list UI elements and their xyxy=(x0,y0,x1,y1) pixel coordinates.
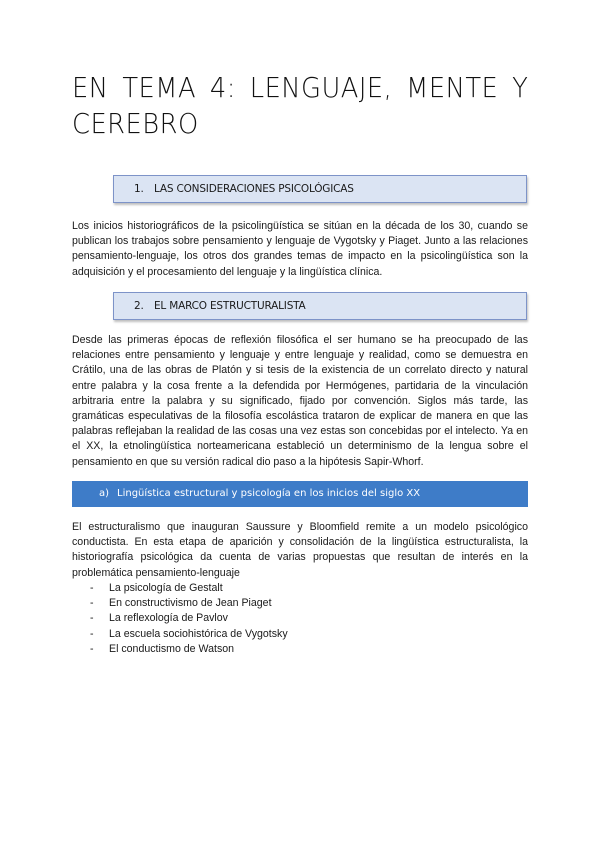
section-title: LAS CONSIDERACIONES PSICOLÓGICAS xyxy=(154,183,354,195)
paragraph-intro: Los inicios historiográficos de la psicolingüística se sitúan en la década de los 30, cuando se publican los trabajos sobre pensamiento y lenguaje de Vygotsky y Piaget. Junto a las relaciones pensamiento-lenguaje, los otros dos grandes temas de impacto en la psicolingüística son la adquisición y el procesamiento del lenguaje y la lingüística clínica. xyxy=(72,220,528,278)
list-dash: - xyxy=(90,627,94,640)
list-item-text: La reflexología de Pavlov xyxy=(109,612,228,625)
section-heading-1 xyxy=(113,175,527,203)
list-item-text: La escuela sociohistórica de Vygotsky xyxy=(109,627,288,640)
page-title: EN TEMA 4: LENGUAJE, MENTE Y CEREBRO xyxy=(72,71,529,140)
list-dash: - xyxy=(90,582,94,594)
list-item xyxy=(72,611,528,626)
section-number: 2. xyxy=(134,300,144,312)
list-item-text: El conductismo de Watson xyxy=(109,642,235,655)
list-item-text: En constructivismo de Jean Piaget xyxy=(109,597,272,610)
list-item xyxy=(72,596,528,611)
list-dash: - xyxy=(90,597,94,610)
paragraph-structuralist: Desde las primeras épocas de reflexión filosófica el ser humano se ha preocupado de las relaciones entre pensamiento y lenguaje y entre lenguaje y realidad, como se demuestra en Crátilo, una de las obras de Platón y si tesis de la existencia de un correlato directo y natural entre palabra y la cosa frente a la defendida por Hermógenes, partidaria de la vinculación arbitraria entre la palabra y su significado, fijado por convención. Siglos más tarde, las gramáticas especulativas de la filosofía escolástica trataron de explicar de manera en que las palabras reflejaban la realidad de las cosas una vez estas son concebidas por el intelecto. Ya en el XX, la etnolingüística norteamericana estableció un determinismo de la lengua sobre el pensamiento en que su versión radical dio paso a la hipótesis Sapir-Whorf. xyxy=(72,334,528,468)
section-number: 1. xyxy=(134,183,144,195)
list-item xyxy=(72,642,528,657)
proposals-list xyxy=(72,581,528,657)
subsection-title: Lingüística estructural y psicología en los inicios del siglo XX xyxy=(117,488,421,499)
section-title: EL MARCO ESTRUCTURALISTA xyxy=(154,300,306,312)
list-item-text: La psicología de Gestalt xyxy=(109,582,223,594)
subsection-letter: a) xyxy=(99,488,110,499)
list-dash: - xyxy=(90,612,94,625)
section-heading-2 xyxy=(113,292,527,320)
subsection-heading xyxy=(72,481,528,507)
list-dash: - xyxy=(90,642,94,655)
list-item xyxy=(72,581,528,596)
paragraph-structuralism: El estructuralismo que inauguran Saussure y Bloomfield remite a un modelo psicológico conductista. En esta etapa de aparición y consolidación de la lingüística estructuralista, la historiografía psicológica da cuenta de varias propuestas que resultan de interés en la problemática pensamiento-lenguaje xyxy=(72,521,528,579)
list-item xyxy=(72,627,528,642)
